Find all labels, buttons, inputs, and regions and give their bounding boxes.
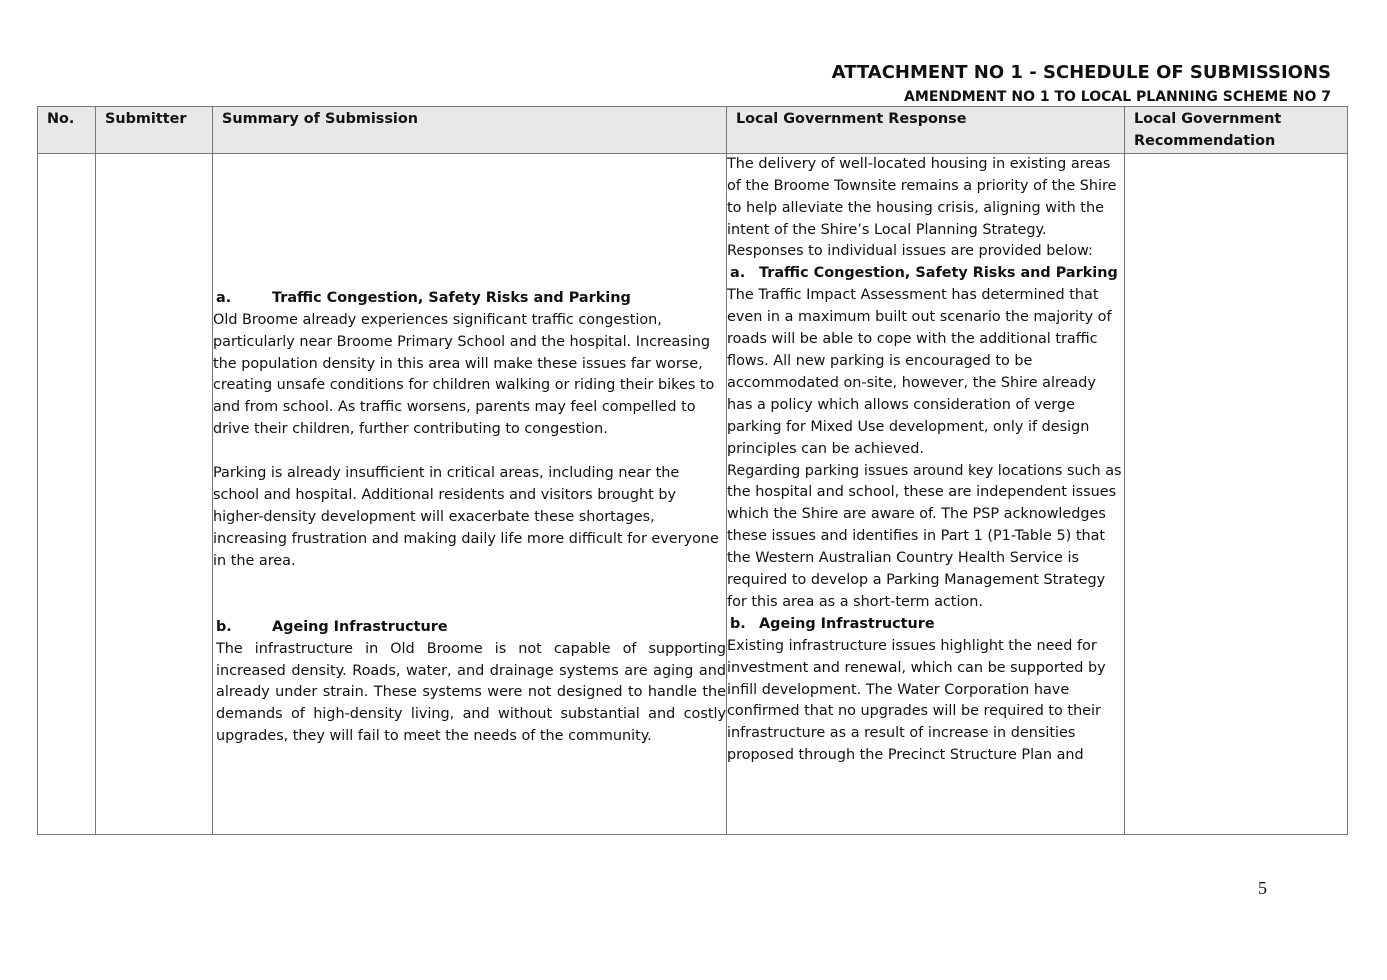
summary-a-paragraph-2: Parking is already insufficient in critical areas, including near the school and hospital. Additional residents and visitors brought by higher-density development will exacerbate these shortages, increasing frustration and making daily life more difficult for everyone in the area. (213, 465, 719, 569)
summary-a-paragraph-1: Old Broome already experiences significant traffic congestion, particularly near Broome Primary School and the hospital. Increasing the population density in this area will make these issues far worse, creating unsafe conditions for children walking or riding their bikes to and from school. As traffic worsens, parents may feel compelled to drive their children, further contributing to congestion. (213, 311, 715, 438)
column-header-summary: Summary of Submission (213, 107, 727, 154)
summary-letter-a: a. (216, 289, 232, 306)
document-subtitle: AMENDMENT NO 1 TO LOCAL PLANNING SCHEME NO 7 (904, 89, 1331, 105)
table-header-row (38, 107, 1348, 154)
summary-letter-b: b. (216, 618, 232, 635)
page-number: 5 (1258, 878, 1267, 898)
response-intro: The delivery of well-located housing in existing areas of the Broome Townsite remains a priority of the Shire to help alleviate the housing crisis, aligning with the intent of the Shire’s Local Planning Strategy. (727, 155, 1117, 238)
cell-recommendation (1125, 153, 1348, 834)
column-header-recommendation: Local Government Recommendation (1125, 107, 1348, 154)
cell-submitter (96, 153, 213, 834)
summary-heading-b (213, 617, 726, 639)
cell-summary (213, 153, 727, 834)
response-a-paragraph-2: Regarding parking issues around key locations such as the hospital and school, these are independent issues which the Shire are aware of. The PSP acknowledges these issues and identifies in Part 1 (P1-Table 5) that the Western Australian Country Health Service is required to develop a Parking Management Strategy for this area as a short-term action. (727, 462, 1122, 610)
response-letter-a: a. (730, 265, 746, 282)
cell-no (38, 153, 96, 834)
document-title: ATTACHMENT NO 1 - SCHEDULE OF SUBMISSIONS (831, 62, 1331, 83)
response-intro-2: Responses to individual issues are provided below: (727, 243, 1093, 260)
cell-response (727, 153, 1125, 834)
summary-heading-b-text: Ageing Infrastructure (272, 618, 448, 635)
column-header-no: No. (38, 107, 96, 154)
response-a-paragraph-1: The Traffic Impact Assessment has determined that even in a maximum built out scenario the majority of roads will be able to cope with the additional traffic flows. All new parking is encouraged to be accommodated on-site, however, the Shire already has a policy which allows consideration of verge parking for Mixed Use development, only if design principles can be achieved. (727, 287, 1112, 457)
column-header-response: Local Government Response (727, 107, 1125, 154)
table-row (38, 153, 1348, 834)
summary-b-paragraph-1: The infrastructure in Old Broome is not capable of supporting increased density. Roads, water, and drainage systems are aging and already under strain. These systems were not designed to handle the demands of high-density living, and without substantial and costly upgrades, they will fail to meet the needs of the community. (216, 640, 726, 745)
summary-heading-a-text: Traffic Congestion, Safety Risks and Parking (272, 289, 631, 306)
submissions-table (37, 106, 1348, 835)
column-header-submitter: Submitter (96, 107, 213, 154)
summary-heading-a (213, 288, 726, 310)
response-b-paragraph-1: Existing infrastructure issues highlight the need for investment and renewal, which can be supported by infill development. The Water Corporation have confirmed that no upgrades will be required to their infrastructure as a result of increase in densities proposed through the Precinct Structure Plan and (727, 637, 1106, 764)
document-header (832, 62, 1331, 108)
response-heading-b-text: Ageing Infrastructure (759, 615, 935, 632)
response-heading-a-text: Traffic Congestion, Safety Risks and Parking (759, 265, 1118, 282)
response-heading-a (727, 263, 1124, 285)
response-heading-b (727, 614, 1124, 636)
response-letter-b: b. (730, 615, 746, 632)
